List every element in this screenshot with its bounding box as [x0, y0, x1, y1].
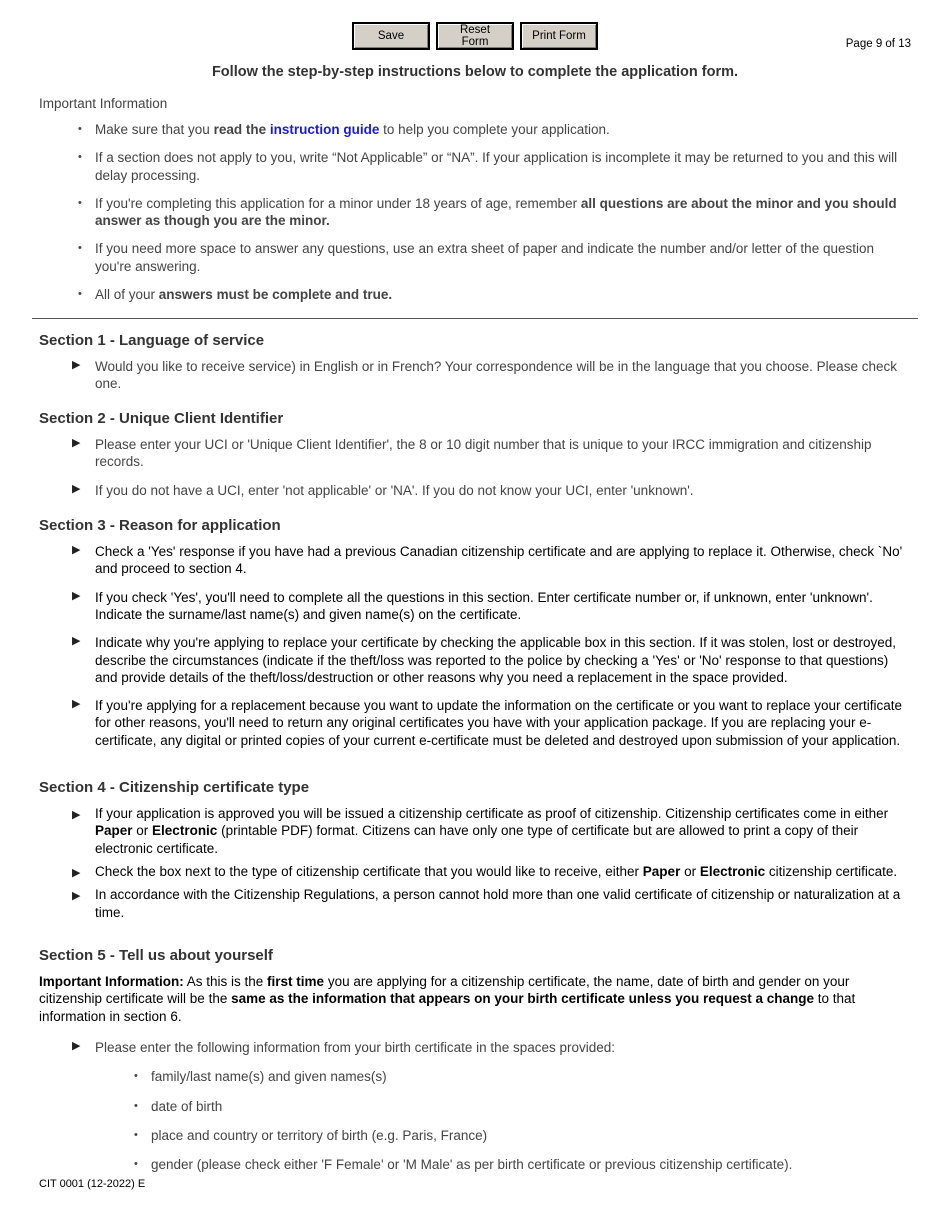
- section-5-important-paragraph: Important Information: As this is the first time you are applying for a citizenship certificate, the name, date of birth and gender on your citizenship certificate will be the same as the information that appears on your birth certificate unless you request a change to that information in section 6.: [39, 974, 856, 1024]
- print-form-button[interactable]: Print Form: [520, 22, 598, 50]
- important-information-label: Important Information: [39, 96, 168, 111]
- reset-form-button[interactable]: Reset Form: [436, 22, 514, 50]
- arrow-icon: ▶: [72, 359, 81, 372]
- arrow-icon: ▶: [72, 635, 81, 648]
- list-item: ▶ If your application is approved you will be issued a citizenship certificate as proof of citizenship. Citizenship certificates come in either Paper or Electronic (printable PDF) format. Citizens can have only one type of certificate but are allowed to print a copy of their electronic certificate.: [72, 806, 889, 856]
- divider: [32, 318, 918, 319]
- sub-list-item: • place and country or territory of birth (e.g. Paris, France): [0, 1127, 950, 1144]
- arrow-icon: ▶: [72, 866, 81, 879]
- instruction-guide-link[interactable]: instruction guide: [269, 122, 380, 137]
- arrow-icon: ▶: [72, 482, 81, 495]
- list-item: • Make sure that you read the instruction guide to help you complete your application.: [0, 121, 950, 138]
- list-item: • All of your answers must be complete and true.: [0, 286, 950, 303]
- arrow-icon: ▶: [72, 544, 81, 557]
- list-item: • If you're completing this application for a minor under 18 years of age, remember all questions are about the minor and you should answer as though you are the minor.: [0, 195, 950, 230]
- arrow-icon: ▶: [72, 437, 81, 450]
- list-item: ▶ Please enter the following information from your birth certificate in the spaces provided:: [72, 1039, 616, 1055]
- section-5-title: Section 5 - Tell us about yourself: [39, 947, 273, 964]
- arrow-icon: ▶: [72, 589, 81, 602]
- section-3: [0, 516, 950, 760]
- arrow-icon: ▶: [72, 809, 81, 822]
- page-number: Page 9 of 13: [845, 38, 911, 50]
- section-1-title: Section 1 - Language of service: [39, 332, 265, 349]
- intro-list: [0, 121, 950, 314]
- list-item: ▶ If you do not have a UCI, enter 'not applicable' or 'NA'. If you do not know your UCI, enter 'unknown'.: [72, 482, 694, 498]
- section-4-title: Section 4 - Citizenship certificate type: [39, 779, 310, 796]
- form-code-footer: CIT 0001 (12-2022) E: [39, 1178, 146, 1190]
- section-2-title: Section 2 - Unique Client Identifier: [39, 410, 284, 427]
- form-toolbar: [352, 22, 598, 50]
- arrow-icon: ▶: [72, 1039, 81, 1052]
- list-item: ▶ Would you like to receive service) in English or in French? Your correspondence will be in the language that you choose. Please check one.: [72, 359, 897, 392]
- list-item: ▶ Please enter your UCI or 'Unique Client Identifier', the 8 or 10 digit number that is unique to your IRCC immigration and citizenship records.: [72, 437, 872, 470]
- list-item: ▶ Check the box next to the type of citizenship certificate that you would like to receive, either Paper or Electronic citizenship certificate.: [72, 863, 898, 879]
- sub-list-item: • date of birth: [0, 1098, 950, 1115]
- arrow-icon: ▶: [72, 890, 81, 903]
- arrow-icon: ▶: [72, 698, 81, 711]
- section-5: [0, 946, 950, 1185]
- list-item: ▶ If you check 'Yes', you'll need to complete all the questions in this section. Enter certificate number or, if unknown, enter 'unknown'. Indicate the surname/last name(s) and given name(s) on the certificate.: [72, 589, 873, 622]
- section-4: [0, 778, 950, 927]
- section-3-title: Section 3 - Reason for application: [39, 517, 281, 534]
- list-item: ▶ Indicate why you're applying to replace your certificate by checking the applicable box in this section. If it was stolen, lost or destroyed, describe the circumstances (indicate if the theft/loss was reported to the police by checking a 'Yes' or 'No' response to that questions) and provide details of the theft/loss/destruction or other reasons why you need a replacement in the space provided.: [72, 635, 897, 685]
- page-title: Follow the step-by-step instructions below to complete the application form.: [211, 64, 739, 80]
- list-item: ▶ Check a 'Yes' response if you have had a previous Canadian citizenship certificate and are applying to replace it. Otherwise, check `No' and proceed to section 4.: [72, 544, 903, 577]
- sub-list-item: • gender (please check either 'F Female' or 'M Male' as per birth certificate or previous citizenship certificate).: [0, 1156, 950, 1173]
- save-button[interactable]: Save: [352, 22, 430, 50]
- list-item: ▶ In accordance with the Citizenship Regulations, a person cannot hold more than one valid certificate of citizenship or naturalization at a time.: [72, 887, 901, 920]
- list-item: • If a section does not apply to you, write “Not Applicable” or “NA”. If your application is incomplete it may be returned to you and this will delay processing.: [0, 149, 950, 184]
- list-item: ▶ If you're applying for a replacement because you want to update the information on the certificate or you want to replace your certificate for other reasons, you'll need to return any original certificates you have with your application package. If you are replacing your e-certificate, any digital or printed copies of your current e-certificate must be deleted and destroyed upon submission of your application.: [72, 698, 903, 748]
- section-1: [0, 331, 950, 404]
- section-2: [0, 409, 950, 510]
- sub-list-item: • family/last name(s) and given names(s): [0, 1068, 950, 1085]
- list-item: • If you need more space to answer any questions, use an extra sheet of paper and indicate the number and/or letter of the question you're answering.: [0, 240, 950, 275]
